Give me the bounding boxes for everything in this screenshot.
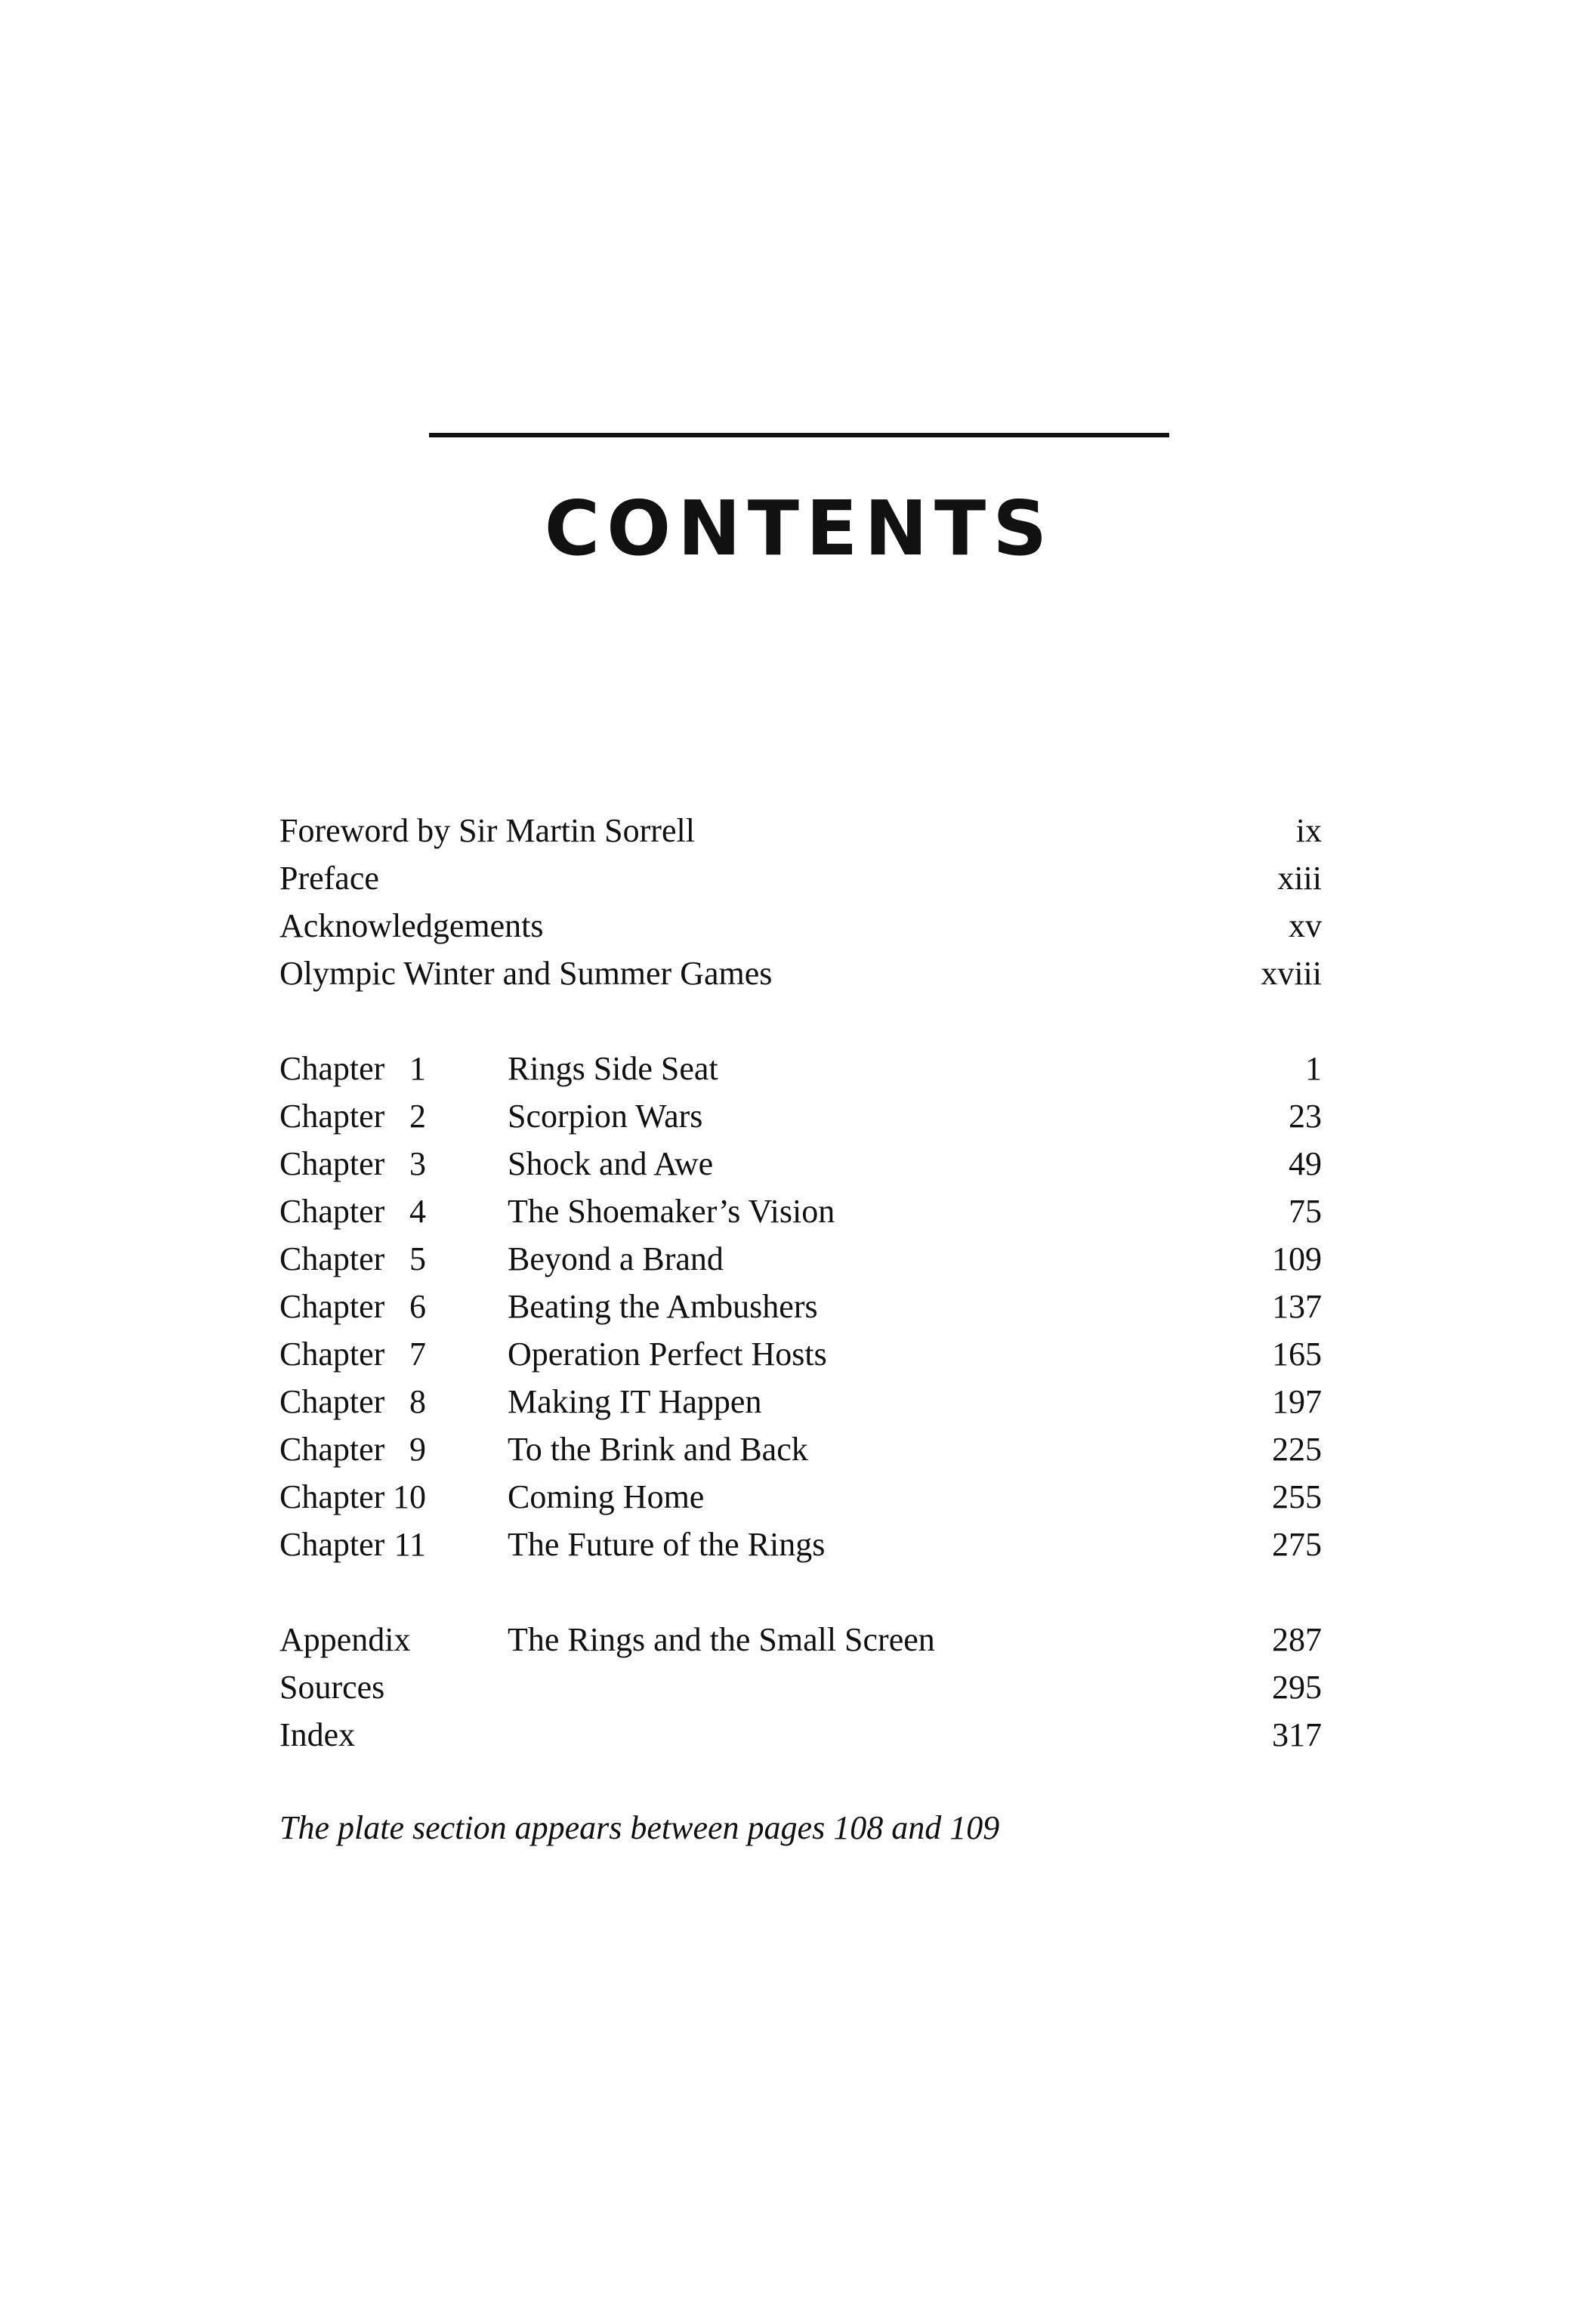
chapter-page: 75 [1289, 1193, 1322, 1230]
chapter-title: Operation Perfect Hosts [508, 1336, 827, 1373]
toc-chapter-5 [279, 1235, 1322, 1283]
toc-entry-preface [279, 854, 1322, 902]
plate-section-note: The plate section appears between pages 108 and 109 [279, 1809, 1000, 1846]
chapter-label: Chapter [279, 1336, 385, 1373]
entry-title: Acknowledgements [279, 907, 544, 944]
entry-title: Foreword by Sir Martin Sorrell [279, 812, 695, 849]
entry-label: Appendix [279, 1621, 411, 1658]
title-rule [429, 433, 1169, 437]
chapter-page: 109 [1272, 1240, 1322, 1277]
chapter-number: 3 [409, 1145, 426, 1182]
entry-page: xiii [1277, 860, 1322, 897]
chapter-title: The Future of the Rings [508, 1526, 826, 1563]
toc-chapter-9 [279, 1425, 1322, 1473]
chapter-page: 275 [1272, 1526, 1322, 1563]
chapter-page: 255 [1272, 1478, 1322, 1515]
chapter-number: 1 [409, 1050, 426, 1087]
entry-page: 295 [1272, 1669, 1322, 1706]
chapter-number: 10 [393, 1478, 426, 1515]
page-title: CONTENTS [544, 484, 1054, 573]
chapter-page: 197 [1272, 1383, 1322, 1420]
chapter-number: 6 [409, 1288, 426, 1325]
chapter-label: Chapter [279, 1193, 385, 1230]
entry-page: ix [1295, 812, 1322, 849]
toc-entry-index [279, 1711, 1322, 1759]
chapter-page: 49 [1289, 1145, 1322, 1182]
entry-title: Olympic Winter and Summer Games [279, 955, 773, 992]
entry-title: Preface [279, 860, 379, 897]
toc-entry-acknowledgements [279, 902, 1322, 950]
table-of-contents [279, 807, 1322, 1759]
chapter-number: 2 [409, 1098, 426, 1135]
entry-page: 317 [1272, 1716, 1322, 1753]
entry-page: xviii [1261, 955, 1322, 992]
chapter-title: Making IT Happen [508, 1383, 762, 1420]
chapter-label: Chapter [279, 1431, 385, 1468]
chapter-page: 1 [1305, 1050, 1322, 1087]
chapter-title: Coming Home [508, 1478, 705, 1515]
chapter-label: Chapter [279, 1526, 385, 1563]
chapter-label: Chapter [279, 1478, 385, 1515]
entry-label: Sources [279, 1669, 385, 1706]
entry-title: The Rings and the Small Screen [508, 1621, 935, 1658]
chapter-number: 11 [394, 1526, 426, 1563]
toc-chapter-8 [279, 1378, 1322, 1425]
chapter-title: Beyond a Brand [508, 1240, 724, 1277]
chapter-title: Rings Side Seat [508, 1050, 718, 1087]
chapter-title: Shock and Awe [508, 1145, 714, 1182]
entry-page: xv [1289, 907, 1322, 944]
toc-chapter-11 [279, 1521, 1322, 1568]
section-spacer [279, 1568, 1322, 1616]
toc-chapter-6 [279, 1283, 1322, 1330]
chapter-page: 137 [1272, 1288, 1322, 1325]
chapter-title: The Shoemaker’s Vision [508, 1193, 835, 1230]
chapter-label: Chapter [279, 1240, 385, 1277]
chapter-page: 23 [1289, 1098, 1322, 1135]
toc-chapter-4 [279, 1188, 1322, 1235]
chapter-number: 4 [409, 1193, 426, 1230]
toc-chapter-7 [279, 1330, 1322, 1378]
entry-label: Index [279, 1716, 356, 1753]
chapter-number: 9 [409, 1431, 426, 1468]
chapter-label: Chapter [279, 1288, 385, 1325]
chapter-label: Chapter [279, 1145, 385, 1182]
chapter-number: 5 [409, 1240, 426, 1277]
chapter-number: 7 [409, 1336, 426, 1373]
chapter-label: Chapter [279, 1050, 385, 1087]
chapter-page: 165 [1272, 1336, 1322, 1373]
chapter-title: Beating the Ambushers [508, 1288, 818, 1325]
chapter-label: Chapter [279, 1383, 385, 1420]
section-spacer [279, 997, 1322, 1045]
toc-entry-sources [279, 1663, 1322, 1711]
toc-entry-foreword [279, 807, 1322, 854]
chapter-number: 8 [409, 1383, 426, 1420]
toc-chapter-10 [279, 1473, 1322, 1521]
toc-chapter-2 [279, 1092, 1322, 1140]
chapter-page: 225 [1272, 1431, 1322, 1468]
toc-entry-appendix [279, 1616, 1322, 1663]
chapter-title: To the Brink and Back [508, 1431, 808, 1468]
toc-chapter-1 [279, 1045, 1322, 1092]
chapter-label: Chapter [279, 1098, 385, 1135]
entry-page: 287 [1272, 1621, 1322, 1658]
chapter-title: Scorpion Wars [508, 1098, 703, 1135]
toc-entry-olympic-games [279, 950, 1322, 997]
toc-chapter-3 [279, 1140, 1322, 1188]
